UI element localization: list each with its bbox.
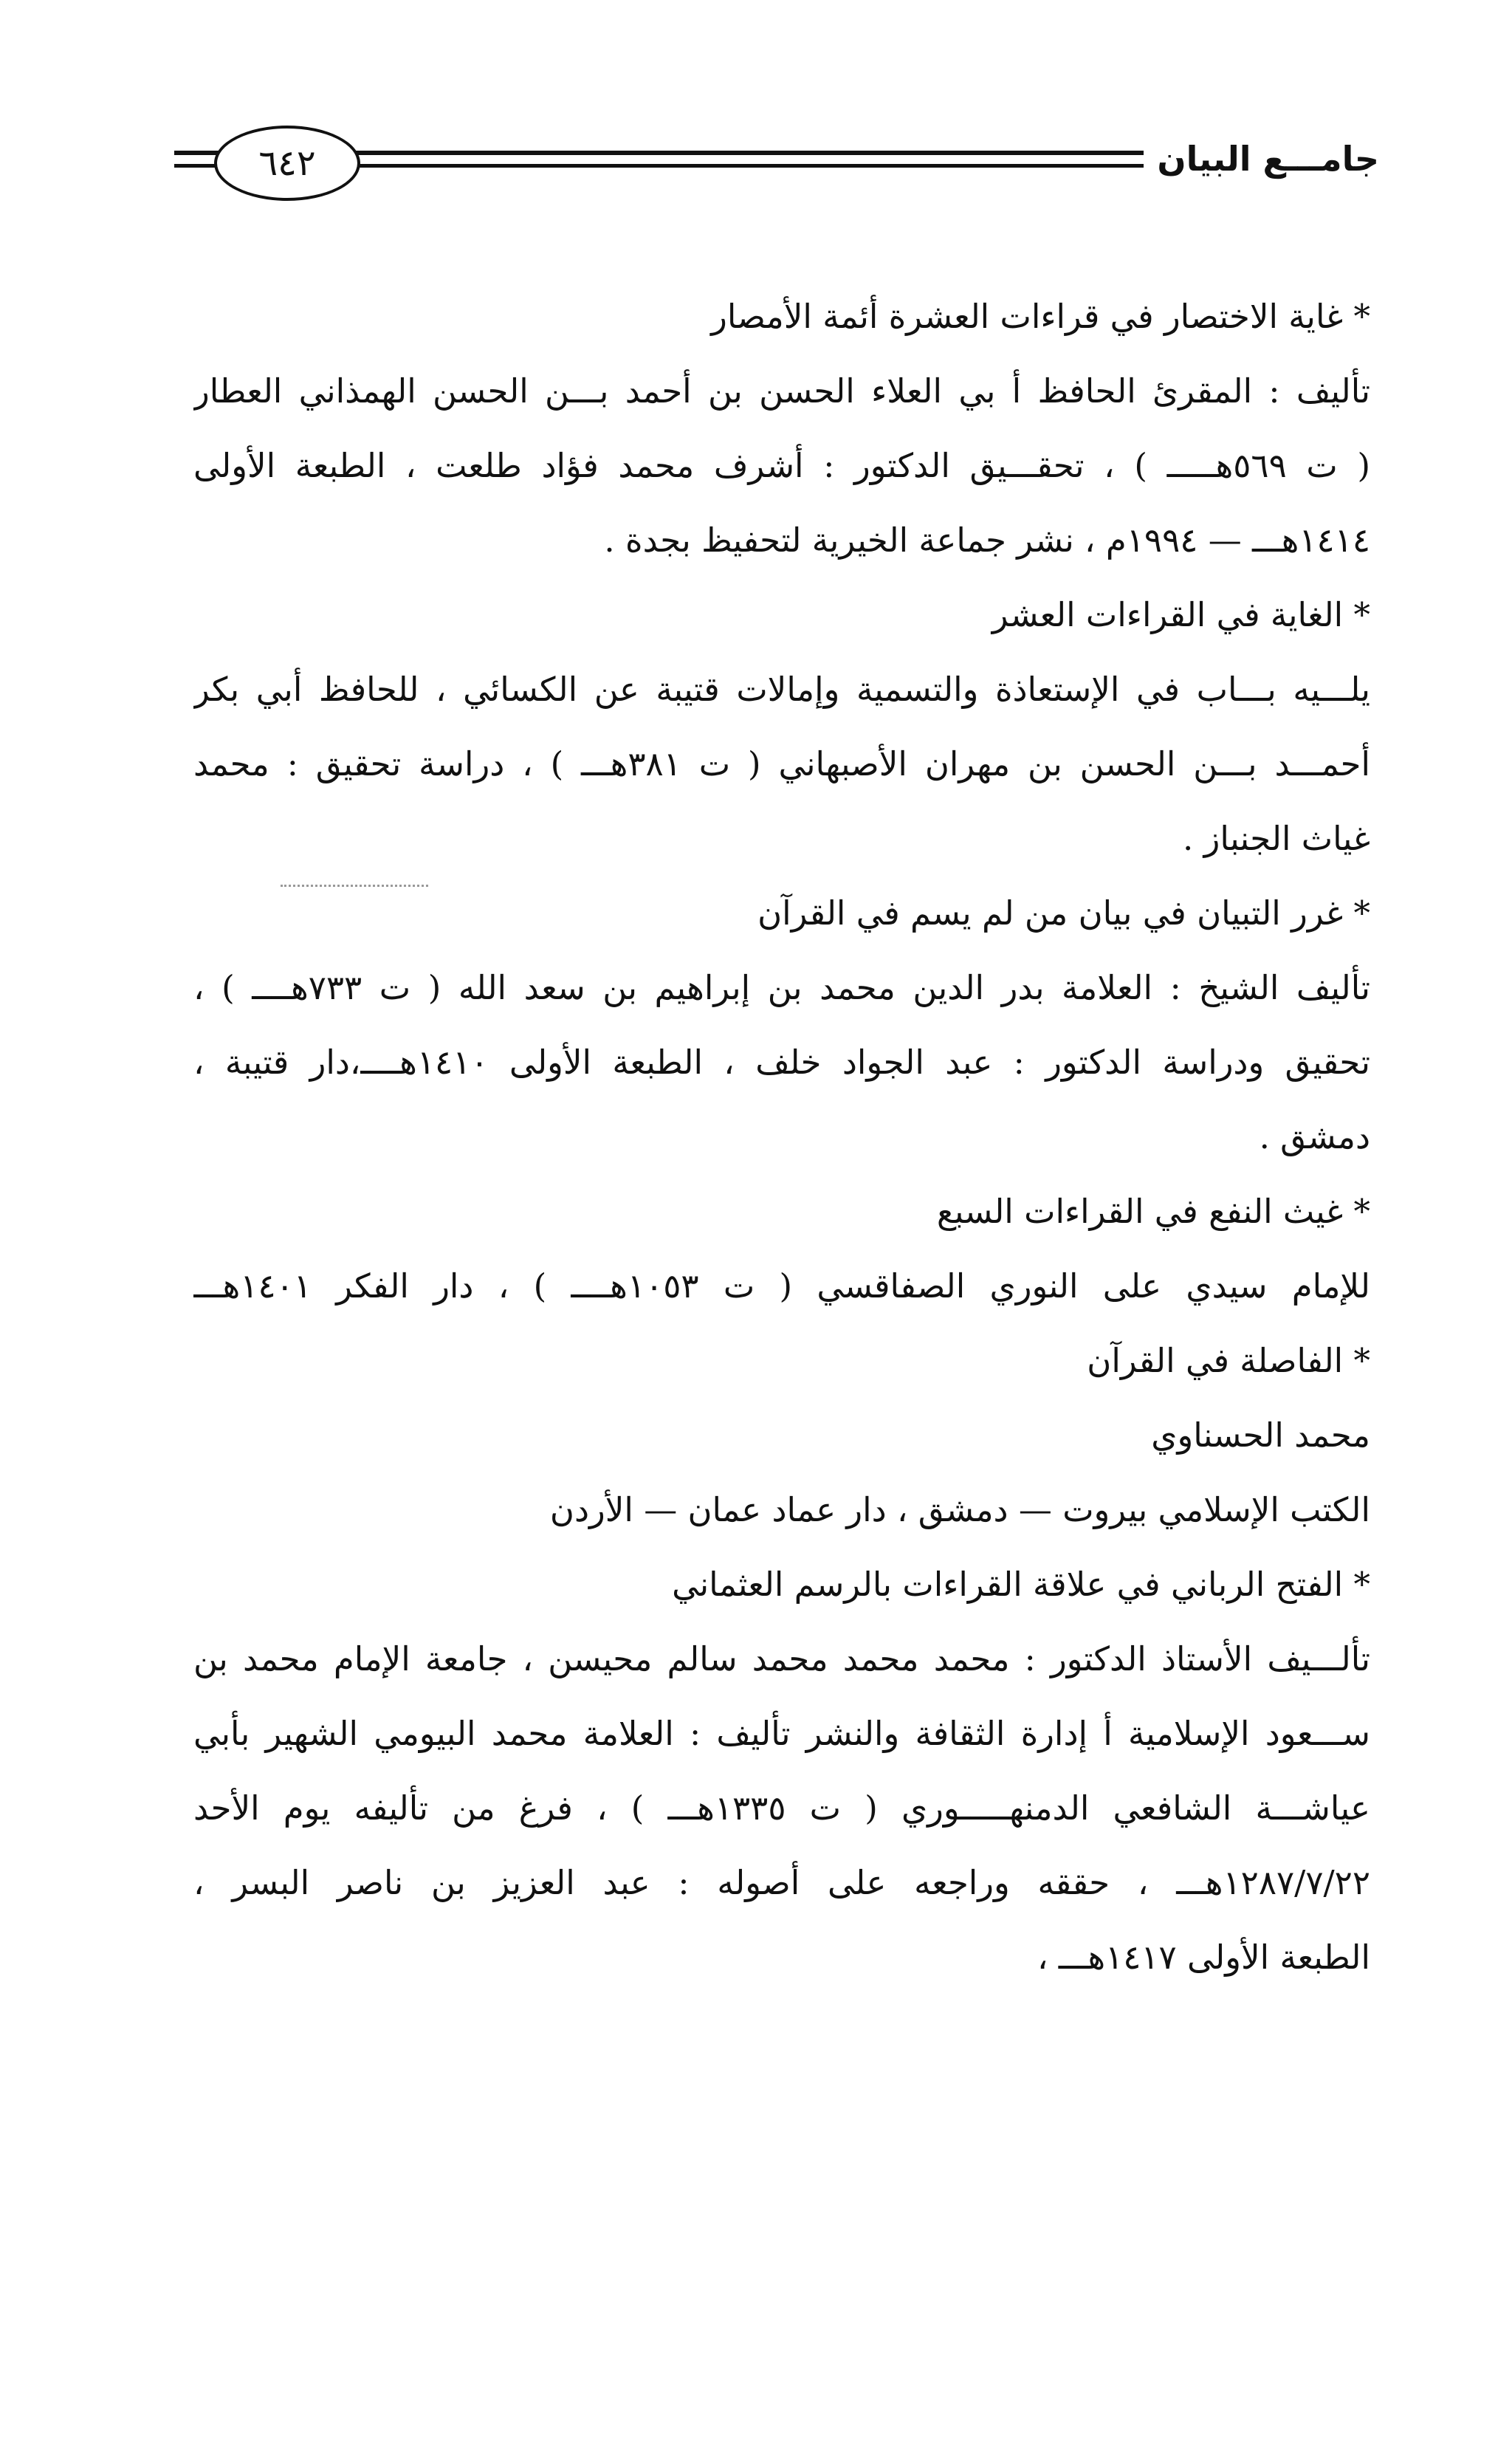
entry-title: * الغاية في القراءات العشر	[193, 577, 1370, 652]
entry-title: * غرر التبيان في بيان من لم يسم في القرآن	[193, 876, 1370, 950]
entry-line: تأليف : المقرئ الحافظ أ بي العلاء الحسن بن أحمد بـــن الحسن الهمذاني العطار	[193, 371, 1370, 411]
entry-line: تألـــيف الأستاذ الدكتور : محمد محمد محمد سالم محيسن ، جامعة الإمام محمد بن	[193, 1639, 1370, 1678]
entry-title: * الفاصلة في القرآن	[193, 1323, 1370, 1398]
entry-line: الطبعة الأولى ١٤١٧هـــ ،	[1037, 1938, 1370, 1977]
entry-line: ١٤١٤هـــ — ١٩٩٤م ، نشر جماعة الخيرية لتحفيظ بجدة .	[604, 521, 1370, 560]
entry-title: * الفتح الرباني في علاقة القراءات بالرسم العثماني	[193, 1547, 1370, 1622]
entry-line: غياث الجنباز .	[1183, 819, 1370, 858]
entry-line: محمد الحسناوي	[1151, 1416, 1370, 1455]
entry-line: يلـــيه بـــاب في الإستعاذة والتسمية وإمالات قتيبة عن الكسائي ، للحافظ أبي بكر	[193, 670, 1370, 709]
page-number: ٦٤٢	[214, 126, 360, 201]
entry-line: تأليف الشيخ : العلامة بدر الدين محمد بن إبراهيم بن سعد الله ( ت ٧٣٣هــــ ) ،	[193, 968, 1370, 1007]
entry-line: تحقيق ودراسة الدكتور : عبد الجواد خلف ، الطبعة الأولى ١٤١٠هــــ،دار قتيبة ،	[193, 1043, 1370, 1082]
entry-line: ١٢٨٧/٧/٢٢هـــ ، حققه وراجعه على أصوله : عبد العزيز بن ناصر البسر ،	[193, 1863, 1370, 1902]
page-body	[193, 279, 1370, 1995]
entry-line: أحمـــد بـــن الحسن بن مهران الأصبهاني ( ت ٣٨١هـــ ) ، دراسة تحقيق : محمد	[193, 744, 1370, 783]
page-header	[174, 126, 1379, 207]
running-title: جامـــع البيان	[1144, 133, 1379, 185]
entry-line: دمشق .	[1259, 1117, 1370, 1156]
entry-line: للإمام سيدي على النوري الصفاقسي ( ت ١٠٥٣هــــ ) ، دار الفكر ١٤٠١هـــ	[193, 1266, 1370, 1306]
entry-line: الكتب الإسلامي بيروت — دمشق ، دار عماد عمان — الأردن	[549, 1490, 1370, 1529]
entry-title: * غيث النفع في القراءات السبع	[193, 1174, 1370, 1249]
entry-line: ( ت ٥٦٩هـــــ ) ، تحقـــيق الدكتور : أشرف محمد فؤاد طلعت ، الطبعة الأولى	[193, 446, 1370, 485]
entry-line: عياشـــة الشافعي الدمنهـــــوري ( ت ١٣٣٥هـــ ) ، فرغ من تأليفه يوم الأحد	[193, 1788, 1370, 1828]
entry-title: * غاية الاختصار في قراءات العشرة أئمة الأمصار	[193, 279, 1370, 354]
entry-line: ســـعود الإسلامية أ إدارة الثقافة والنشر تأليف : العلامة محمد البيومي الشهير بأبي	[193, 1714, 1370, 1753]
